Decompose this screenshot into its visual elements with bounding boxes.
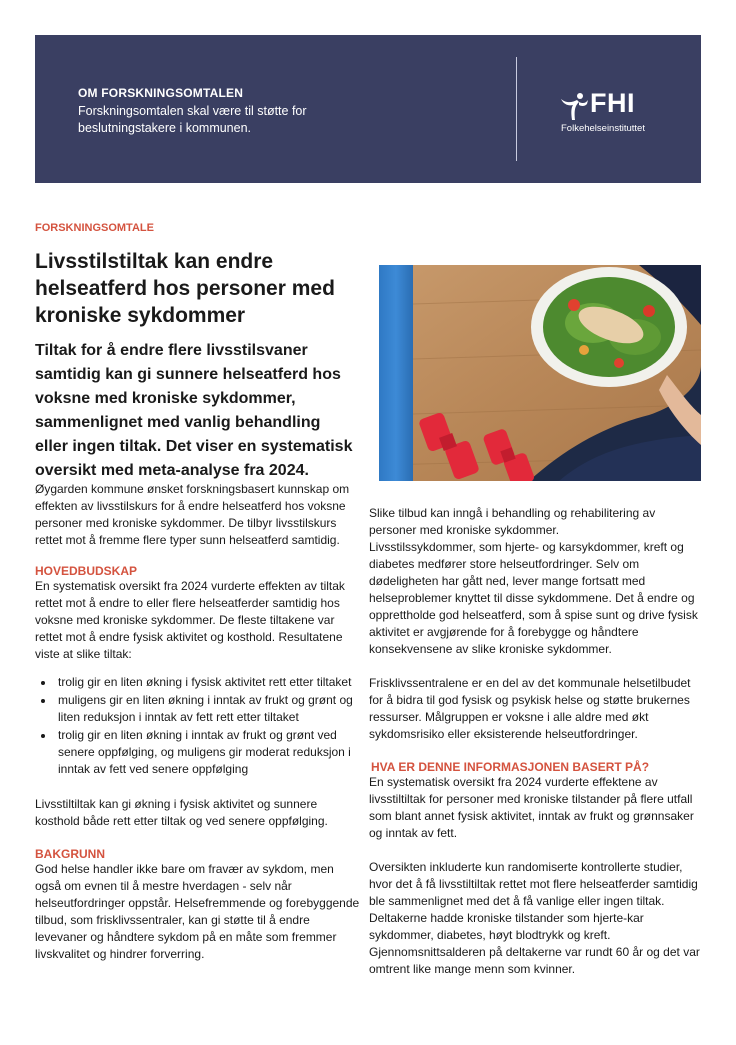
intro-paragraph: Øygarden kommune ønsket forskningsbasert kunnskap om effekten av livsstilskurs for å endre helseatferd hos voksne personer med kroniske sykdommer. De tilbyr livsstilskurs rettet mot å fremme flere typer sunn helseatferd samtidig. xyxy=(35,482,350,547)
basis-heading: HVA ER DENNE INFORMASJONEN BASERT PÅ? xyxy=(371,760,650,774)
banner-description: Forskningsomtalen skal være til støtte for beslutningstakere i kommunen. xyxy=(78,104,307,135)
article-lead: Tiltak for å endre flere livsstilsvaner samtidig kan gi sunnere helseatferd hos voksne med kroniske sykdommer, sammenlignet med vanlig behandling eller ingen tiltak. Det viser en systematisk oversikt med meta-analyse fra 2024. xyxy=(35,342,353,479)
article-kicker: FORSKNINGSOMTALE xyxy=(35,222,154,234)
right-paragraph-3: Frisklivssentralene er en del av det kommunale helsetilbudet for å bidra til god fysisk og psykisk helse og støtte brukernes ressurser. Målgruppen er voksne i alle aldre med økt sykdomsrisiko eller eksisterende helseutfordringer. xyxy=(369,676,691,741)
article-title: Livsstilstiltak kan endre helseatferd hos personer med kroniske sykdommer xyxy=(35,250,335,327)
logo-subtitle: Folkehelseinstituttet xyxy=(561,123,645,134)
healthy-lifestyle-photo xyxy=(379,265,701,481)
banner-divider xyxy=(516,57,517,161)
bakgrunn-text: God helse handler ikke bare om fravær av sykdom, men også om evnen til å mestre hverdagen - selv når helseutfordringer oppstår. Helsefremmende og forebyggende tilbud, som frisklivssentraler, kan gi støtte til å endre levevaner og håndtere sykdom på en måte som fremmer livskvalitet og hindrer forverring. xyxy=(35,862,360,961)
list-item: • trolig gir en liten økning i fysisk aktivitet rett etter tiltaket xyxy=(55,674,360,691)
basis-paragraph-2: Oversikten inkluderte kun randomiserte kontrollerte studier, hvor det å få livsstiltiltak rettet mot flere helseatferder samtidig ble sammenlignet med det å få vanlige eller ingen tiltak. Deltakerne hadde kroniske tilstander som hjerte-kar sykdommer, diabetes, høyt blodtrykk og kreft. Gjennomsnittsalderen på deltakerne var rundt 60 år og det var omtrent like mange menn som kvinner. xyxy=(369,860,700,976)
hovedbudskap-text: En systematisk oversikt fra 2024 vurderte effekten av tiltak rettet mot å endre to eller flere helseatferder samtidig hos voksne med kroniske sykdommer. De fleste tiltakene var rettet mot å endre fysisk aktivitet og kosthold. Resultatene viste at slike tiltak: xyxy=(35,579,345,661)
bakgrunn-heading: BAKGRUNN xyxy=(35,847,105,861)
findings-list xyxy=(35,674,360,778)
right-paragraph-1: Slike tilbud kan inngå i behandling og rehabilitering av personer med kroniske sykdommer. xyxy=(369,506,656,537)
left-column xyxy=(35,481,360,963)
right-column xyxy=(369,505,701,978)
list-item: • muligens gir en liten økning i inntak av frukt og grønt og liten reduksjon i inntak av fett rett etter tiltaket xyxy=(55,692,360,726)
fhi-figure-icon xyxy=(559,90,589,122)
fhi-logo[interactable] xyxy=(559,90,679,140)
right-paragraph-2: Livsstilssykdommer, som hjerte- og karsykdommer, kreft og diabetes medfører store helseutfordringer. Selv om dødeligheten har gått ned, lever mange fortsatt med helseproblemer knyttet til disse sykdommene. Det å endre og opprettholde god helseatferd, som å spise sunt og drive fysisk aktivitet er avgjørende for å forebygge og håndtere konsekvensene av slike kroniske sykdommer. xyxy=(369,540,698,656)
banner-kicker: OM FORSKNINGSOMTALEN xyxy=(78,86,244,100)
basis-paragraph-1: En systematisk oversikt fra 2024 vurderte effektene av livsstiltiltak for personer med kroniske tilstander på flere utfall som blant annet fysisk aktivitet, inntak av frukt og grønnsaker og inntak av fett. xyxy=(369,775,694,840)
logo-wordmark: FHI xyxy=(590,88,635,118)
conclusion-paragraph: Livsstiltiltak kan gi økning i fysisk aktivitet og sunnere kosthold både rett etter tiltak og ved senere oppfølging. xyxy=(35,797,328,828)
header-banner xyxy=(35,35,701,183)
list-item: • trolig gir en liten økning i inntak av frukt og grønt ved senere oppfølging, og muligens gir moderat reduksjon i inntak av fett ved senere oppfølging xyxy=(55,727,360,778)
photo-illustration xyxy=(379,265,701,481)
hovedbudskap-heading: HOVEDBUDSKAP xyxy=(35,564,138,578)
